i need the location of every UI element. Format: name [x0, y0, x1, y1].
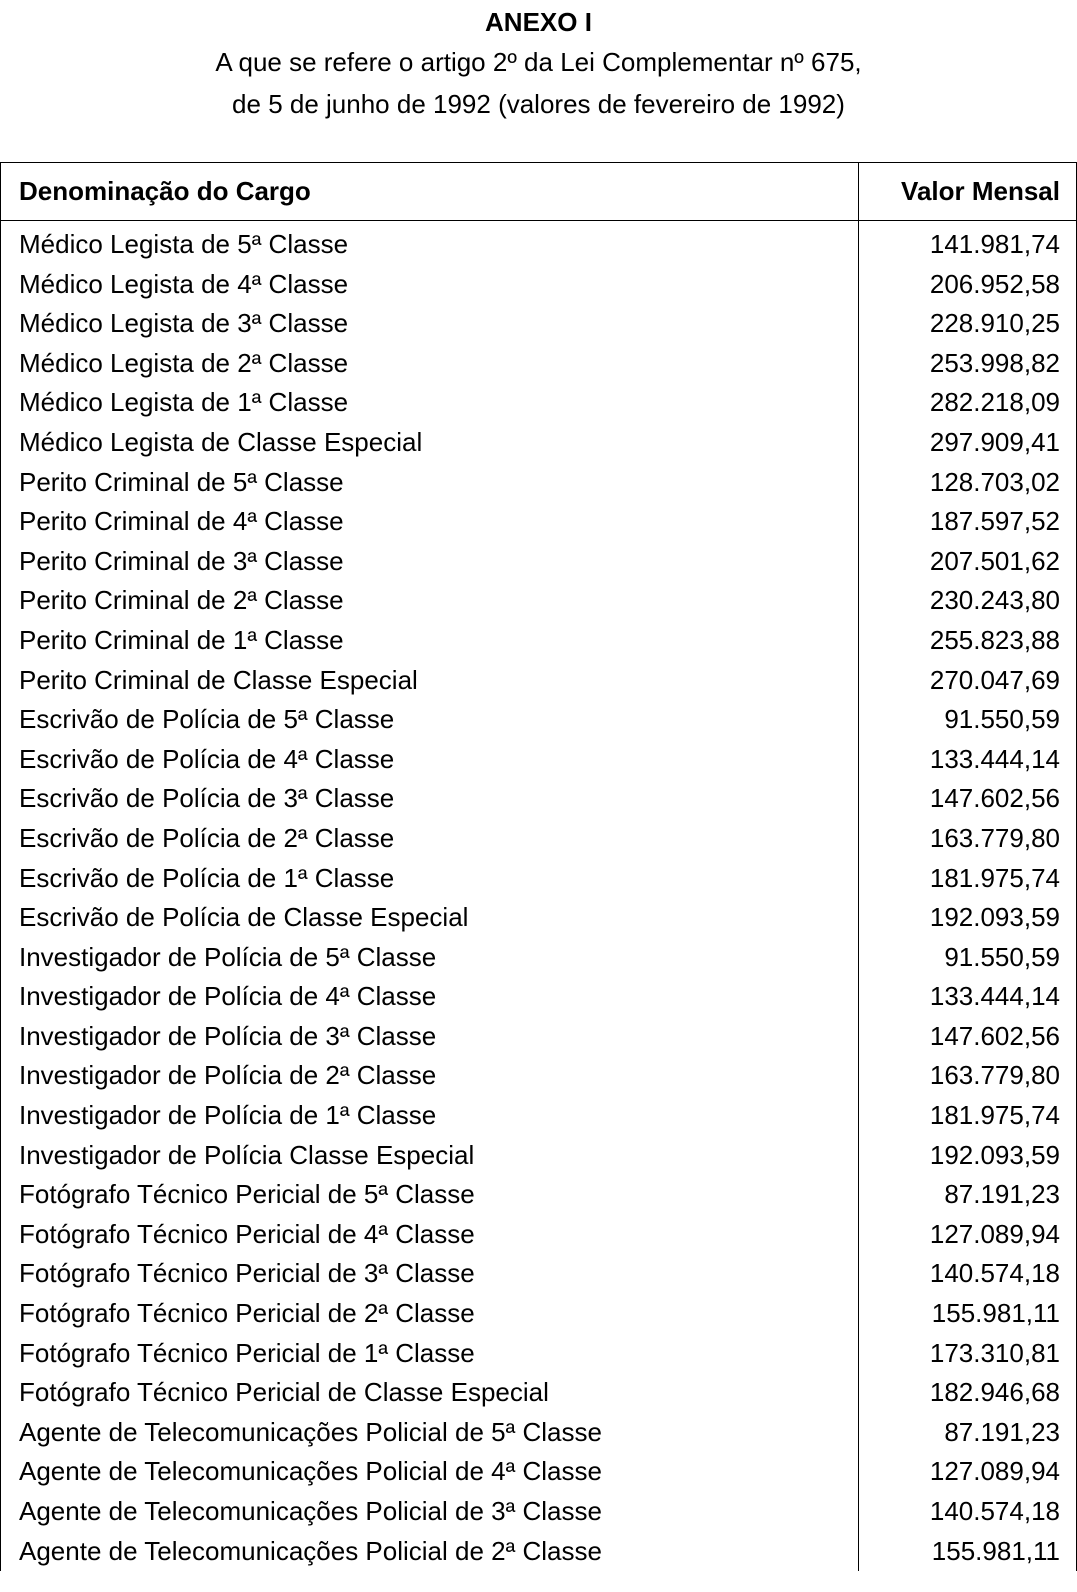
cargo-cell: Escrivão de Polícia de 2ª Classe: [1, 819, 859, 859]
cargo-cell: Agente de Telecomunicações Policial de 5ª Classe: [1, 1413, 859, 1453]
table-row: [1, 1334, 1077, 1374]
table-row: [1, 1294, 1077, 1334]
cargo-cell: Fotógrafo Técnico Pericial de 3ª Classe: [1, 1254, 859, 1294]
table-row: [1, 581, 1077, 621]
valor-cell: 206.952,58: [859, 265, 1077, 305]
annex-subtitle-line1: A que se refere o artigo 2º da Lei Complementar nº 675,: [215, 47, 862, 77]
valor-cell: 127.089,94: [859, 1215, 1077, 1255]
valor-cell: 133.444,14: [859, 740, 1077, 780]
valor-cell: 207.501,62: [859, 542, 1077, 582]
valor-cell: 163.779,80: [859, 819, 1077, 859]
cargo-cell: Médico Legista de Classe Especial: [1, 423, 859, 463]
cargo-cell: Escrivão de Polícia de 5ª Classe: [1, 700, 859, 740]
valor-cell: 173.310,81: [859, 1334, 1077, 1374]
table-row: [1, 700, 1077, 740]
cargo-cell: Médico Legista de 1ª Classe: [1, 383, 859, 423]
cargo-cell: Fotógrafo Técnico Pericial de 1ª Classe: [1, 1334, 859, 1374]
valor-cell: 91.550,59: [859, 938, 1077, 978]
column-header-cargo: Denominação do Cargo: [1, 163, 859, 221]
table-row: [1, 779, 1077, 819]
cargo-cell: Médico Legista de 2ª Classe: [1, 344, 859, 384]
valor-cell: 155.981,11: [859, 1294, 1077, 1334]
cargo-cell: Fotógrafo Técnico Pericial de 5ª Classe: [1, 1175, 859, 1215]
salary-table-container: [0, 162, 1077, 1592]
cargo-cell: Investigador de Polícia de 2ª Classe: [1, 1056, 859, 1096]
table-row: [1, 1492, 1077, 1532]
salary-table: [0, 162, 1077, 1571]
table-row: [1, 423, 1077, 463]
table-row: [1, 1096, 1077, 1136]
table-row: [1, 221, 1077, 265]
cargo-cell: Perito Criminal de Classe Especial: [1, 661, 859, 701]
cargo-cell: Escrivão de Polícia de Classe Especial: [1, 898, 859, 938]
cargo-cell: Agente de Telecomunicações Policial de 3ª Classe: [1, 1492, 859, 1532]
valor-cell: 133.444,14: [859, 977, 1077, 1017]
table-row: [1, 1215, 1077, 1255]
valor-cell: 91.550,59: [859, 700, 1077, 740]
table-row: [1, 1413, 1077, 1453]
valor-cell: 253.998,82: [859, 344, 1077, 384]
annex-subtitle-line2: de 5 de junho de 1992 (valores de fevereiro de 1992): [232, 89, 845, 119]
table-row: [1, 621, 1077, 661]
valor-cell: 163.779,80: [859, 1056, 1077, 1096]
table-row: [1, 1136, 1077, 1176]
table-row: [1, 1373, 1077, 1413]
table-body: [1, 221, 1077, 1572]
cargo-cell: Escrivão de Polícia de 3ª Classe: [1, 779, 859, 819]
valor-cell: 181.975,74: [859, 859, 1077, 899]
valor-cell: 147.602,56: [859, 1017, 1077, 1057]
cargo-cell: Agente de Telecomunicações Policial de 4ª Classe: [1, 1452, 859, 1492]
table-row: [1, 1452, 1077, 1492]
valor-cell: 230.243,80: [859, 581, 1077, 621]
valor-cell: 228.910,25: [859, 304, 1077, 344]
cargo-cell: Perito Criminal de 3ª Classe: [1, 542, 859, 582]
table-row: [1, 265, 1077, 305]
valor-cell: 127.089,94: [859, 1452, 1077, 1492]
valor-cell: 255.823,88: [859, 621, 1077, 661]
table-row: [1, 977, 1077, 1017]
valor-cell: 87.191,23: [859, 1175, 1077, 1215]
valor-cell: 147.602,56: [859, 779, 1077, 819]
column-header-valor: Valor Mensal: [859, 163, 1077, 221]
cargo-cell: Médico Legista de 4ª Classe: [1, 265, 859, 305]
table-row: [1, 740, 1077, 780]
cargo-cell: Escrivão de Polícia de 4ª Classe: [1, 740, 859, 780]
valor-cell: 140.574,18: [859, 1492, 1077, 1532]
annex-title: ANEXO I: [485, 7, 592, 37]
table-row: [1, 1056, 1077, 1096]
table-header-row: [1, 163, 1077, 221]
valor-cell: 192.093,59: [859, 1136, 1077, 1176]
valor-cell: 282.218,09: [859, 383, 1077, 423]
cargo-cell: Investigador de Polícia de 5ª Classe: [1, 938, 859, 978]
cargo-cell: Médico Legista de 3ª Classe: [1, 304, 859, 344]
cargo-cell: Perito Criminal de 2ª Classe: [1, 581, 859, 621]
valor-cell: 187.597,52: [859, 502, 1077, 542]
cargo-cell: Fotógrafo Técnico Pericial de 2ª Classe: [1, 1294, 859, 1334]
table-row: [1, 819, 1077, 859]
valor-cell: 141.981,74: [859, 221, 1077, 265]
valor-cell: 140.574,18: [859, 1254, 1077, 1294]
table-row: [1, 344, 1077, 384]
cargo-cell: Investigador de Polícia Classe Especial: [1, 1136, 859, 1176]
cargo-cell: Fotógrafo Técnico Pericial de Classe Especial: [1, 1373, 859, 1413]
cargo-cell: Perito Criminal de 5ª Classe: [1, 463, 859, 503]
table-row: [1, 1017, 1077, 1057]
cargo-cell: Perito Criminal de 4ª Classe: [1, 502, 859, 542]
table-row: [1, 542, 1077, 582]
cargo-cell: Escrivão de Polícia de 1ª Classe: [1, 859, 859, 899]
valor-cell: 192.093,59: [859, 898, 1077, 938]
table-row: [1, 938, 1077, 978]
cargo-cell: Agente de Telecomunicações Policial de 2ª Classe: [1, 1532, 859, 1572]
table-row: [1, 1532, 1077, 1572]
valor-cell: 155.981,11: [859, 1532, 1077, 1572]
cargo-cell: Médico Legista de 5ª Classe: [1, 221, 859, 265]
cargo-cell: Investigador de Polícia de 4ª Classe: [1, 977, 859, 1017]
valor-cell: 128.703,02: [859, 463, 1077, 503]
valor-cell: 181.975,74: [859, 1096, 1077, 1136]
valor-cell: 297.909,41: [859, 423, 1077, 463]
table-row: [1, 661, 1077, 701]
valor-cell: 182.946,68: [859, 1373, 1077, 1413]
table-row: [1, 1175, 1077, 1215]
cargo-cell: Investigador de Polícia de 1ª Classe: [1, 1096, 859, 1136]
cargo-cell: Investigador de Polícia de 3ª Classe: [1, 1017, 859, 1057]
table-row: [1, 463, 1077, 503]
table-row: [1, 304, 1077, 344]
cargo-cell: Fotógrafo Técnico Pericial de 4ª Classe: [1, 1215, 859, 1255]
valor-cell: 270.047,69: [859, 661, 1077, 701]
table-row: [1, 502, 1077, 542]
table-row: [1, 383, 1077, 423]
valor-cell: 87.191,23: [859, 1413, 1077, 1453]
table-row: [1, 898, 1077, 938]
table-row: [1, 1254, 1077, 1294]
cargo-cell: Perito Criminal de 1ª Classe: [1, 621, 859, 661]
table-row: [1, 859, 1077, 899]
